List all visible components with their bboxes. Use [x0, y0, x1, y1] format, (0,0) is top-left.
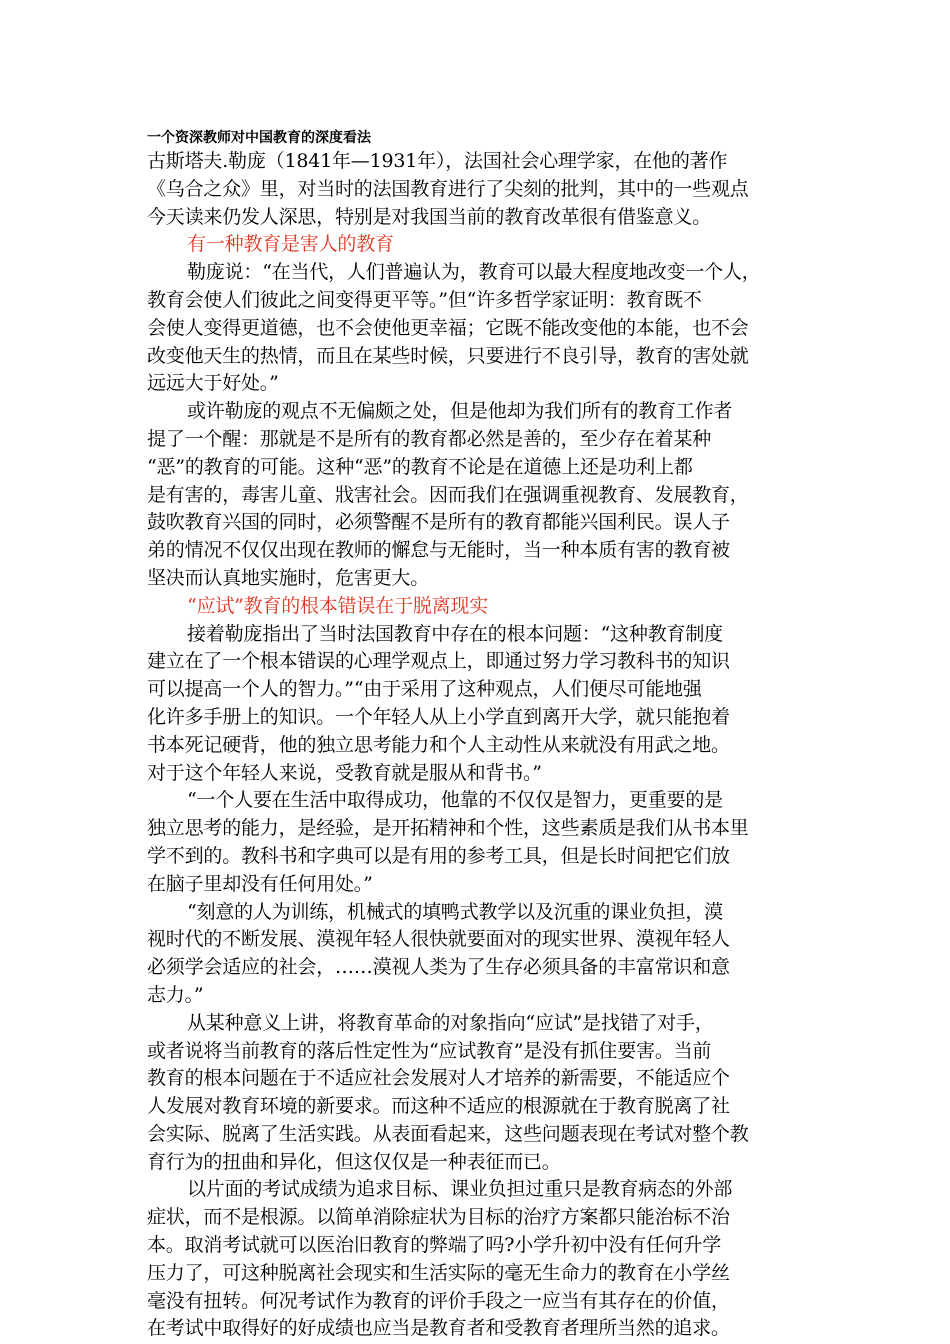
paragraph-line: 对于这个年轻人来说，受教育就是服从和背书。” — [147, 761, 542, 784]
paragraph-line: 会使人变得更道德，也不会使他更幸福；它既不能改变他的本能，也不会 — [147, 316, 749, 339]
paragraph-line: 以片面的考试成绩为追求目标、课业负担过重只是教育病态的外部 — [187, 1178, 733, 1201]
paragraph-line: 教育会使人们彼此之间变得更平等。”但“许多哲学家证明：教育既不 — [147, 288, 702, 311]
paragraph-line: 独立思考的能力，是经验，是开拓精神和个性，这些素质是我们从书本里 — [147, 817, 749, 840]
paragraph-line: 育行为的扭曲和异化，但这仅仅是一种表征而已。 — [147, 1150, 561, 1173]
paragraph-line: 压力了，可这种脱离社会现实和生活实际的毫无生命力的教育在小学丝 — [147, 1261, 730, 1284]
paragraph-line: “一个人要在生活中取得成功，他靠的不仅仅是智力，更重要的是 — [187, 789, 723, 812]
paragraph-line: 《乌合之众》里，对当时的法国教育进行了尖刻的批判，其中的一些观点 — [147, 177, 749, 200]
paragraph-line: 化许多手册上的知识。一个年轻人从上小学直到离开大学，就只能抱着 — [147, 705, 730, 728]
paragraph-line: 提了一个醒：那就是不是所有的教育都必然是善的，至少存在着某种 — [147, 427, 712, 450]
document-title: 一个资深教师对中国教育的深度看法 — [147, 130, 371, 146]
paragraph-line: 弟的情况不仅仅出现在教师的懈怠与无能时，当一种本质有害的教育被 — [147, 539, 730, 562]
paragraph-line: 鼓吹教育兴国的同时，必须警醒不是所有的教育都能兴国利民。误人子 — [147, 511, 730, 534]
section-heading: 有一种教育是害人的教育 — [187, 233, 394, 256]
paragraph-line: 坚决而认真地实施时，危害更大。 — [147, 566, 430, 589]
paragraph-line: 书本死记硬背，他的独立思考能力和个人主动性从来就没有用武之地。 — [147, 733, 730, 756]
paragraph-line: 必须学会适应的社会，……漠视人类为了生存必须具备的丰富常识和意 — [147, 956, 730, 979]
paragraph-line: 勒庞说：“在当代，人们普遍认为，教育可以最大程度地改变一个人， — [187, 261, 761, 284]
paragraph-line: 在考试中取得好的好成绩也应当是教育者和受教育者理所当然的追求。 — [147, 1317, 730, 1340]
paragraph-line: “刻意的人为训练，机械式的填鸭式教学以及沉重的课业负担，漠 — [187, 900, 723, 923]
paragraph-line: 毫没有扭转。何况考试作为教育的评价手段之一应当有其存在的价值， — [147, 1289, 730, 1312]
paragraph-line: 从某种意义上讲，将教育革命的对象指向“应试”是找错了对手， — [187, 1011, 714, 1034]
paragraph-line: 本。取消考试就可以医治旧教育的弊端了吗?小学升初中没有任何升学 — [147, 1234, 721, 1257]
paragraph-line: 远远大于好处。” — [147, 372, 279, 395]
paragraph-line: 古斯塔夫.勒庞（1841年—1931年），法国社会心理学家，在他的著作 — [147, 150, 728, 172]
paragraph-line: 会实际、脱离了生活实践。从表面看起来，这些问题表现在考试对整个教 — [147, 1122, 749, 1145]
section-heading: “应试”教育的根本错误在于脱离现实 — [187, 594, 489, 617]
paragraph-line: 是有害的，毒害儿童、戕害社会。因而我们在强调重视教育、发展教育， — [147, 483, 749, 506]
paragraph-line: 或者说将当前教育的落后性定性为“应试教育”是没有抓住要害。当前 — [147, 1039, 712, 1062]
paragraph-line: 人发展对教育环境的新要求。而这种不适应的根源就在于教育脱离了社 — [147, 1095, 730, 1118]
paragraph-line: 改变他天生的热情，而且在某些时候，只要进行不良引导，教育的害处就 — [147, 344, 749, 367]
paragraph-line: 可以提高一个人的智力。”“由于采用了这种观点，人们便尽可能地强 — [147, 678, 702, 701]
paragraph-line: 学不到的。教科书和字典可以是有用的参考工具，但是长时间把它们放 — [147, 844, 730, 867]
paragraph-line: 今天读来仍发人深思，特别是对我国当前的教育改革很有借鉴意义。 — [147, 205, 712, 228]
paragraph-line: 症状，而不是根源。以简单消除症状为目标的治疗方案都只能治标不治 — [147, 1206, 730, 1229]
paragraph-line: “恶”的教育的可能。这种“恶”的教育不论是在道德上还是功利上都 — [147, 455, 693, 478]
paragraph-line: 教育的根本问题在于不适应社会发展对人才培养的新需要，不能适应个 — [147, 1067, 730, 1090]
paragraph-line: 在脑子里却没有任何用处。” — [147, 872, 373, 895]
paragraph-line: 志力。” — [147, 983, 204, 1006]
document-body — [147, 148, 817, 1343]
paragraph-line: 建立在了一个根本错误的心理学观点上，即通过努力学习教科书的知识 — [147, 650, 730, 673]
paragraph-line: 或许勒庞的观点不无偏颇之处，但是他却为我们所有的教育工作者 — [187, 400, 733, 423]
paragraph-line: 接着勒庞指出了当时法国教育中存在的根本问题：“这种教育制度 — [187, 622, 723, 645]
paragraph-line: 视时代的不断发展、漠视年轻人很快就要面对的现实世界、漠视年轻人 — [147, 928, 730, 951]
